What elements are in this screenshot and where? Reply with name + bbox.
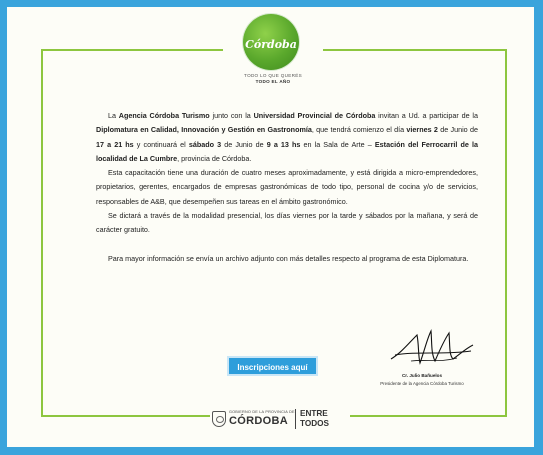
bold-run: Estación del Ferrocarril de la localidad de La Cumbre [96, 139, 478, 163]
crest-icon [212, 411, 226, 427]
tagline-line-2: TODO EL AÑO [255, 79, 291, 84]
bold-run: 9 a 13 hs [266, 139, 301, 149]
slogan-line-2: TODOS [300, 418, 329, 428]
text-run: en la Sala de Arte – [300, 139, 375, 149]
text-run: de Junio de [221, 139, 267, 149]
gov-name: CÓRDOBA [229, 415, 288, 427]
bold-run: 17 a 21 hs [96, 139, 134, 149]
bold-run: Universidad Provincial de Córdoba [253, 111, 376, 120]
letter-body [96, 109, 478, 266]
signer-title: Presidente de la Agencia Córdoba Turismo [380, 381, 464, 386]
text-run: junto con la [209, 111, 254, 120]
text-run: La [108, 111, 119, 120]
inscripciones-button[interactable]: Inscripciones aquí [227, 356, 318, 376]
paragraph-audience: Esta capacitación tiene una duración de cuatro meses aproximadamente, y está dirigida a micro-emprendedores, propietarios, gerentes, encargados de empresas gastronómicas de todo tipo, personal de cocina y/o de servicios, responsables de A&B, que desempeñen sus tareas en el ámbito gastronómico. [96, 168, 478, 206]
footer-slogan [300, 409, 329, 428]
paragraph-more-info: Para mayor información se envía un archivo adjunto con más detalles respecto al programa de esta Diplomatura. [108, 253, 469, 263]
logo-badge [243, 14, 299, 70]
bold-run: Agencia Córdoba Turismo [118, 111, 210, 120]
gov-caption: GOBIERNO DE LA PROVINCIA DE [229, 410, 295, 414]
logo-tagline [223, 73, 323, 85]
cordoba-logo [223, 9, 323, 99]
footer-divider [295, 409, 296, 429]
slogan-line-1: ENTRE [300, 409, 328, 418]
government-footer [210, 405, 350, 431]
text-run: de Junio de [437, 125, 478, 135]
text-run: y continuará el [133, 139, 189, 149]
invitation-sheet [7, 7, 534, 447]
bold-run: Diplomatura en Calidad, Innovación y Gestión en Gastronomía [96, 125, 312, 135]
tagline-line-1: TODO LO QUE QUERÉS [244, 73, 302, 78]
paragraph-modality: Se dictará a través de la modalidad presencial, los días viernes por la tarde y sábados por la mañana, y será de carácter gratuito. [96, 211, 478, 235]
text-run: , provincia de Córdoba. [177, 153, 252, 163]
paragraph-intro [96, 109, 478, 166]
text-run: invitan a Ud. a participar de la [375, 111, 478, 120]
logo-brand: Córdoba [245, 38, 297, 51]
text-run: , que tendrá comienzo el día [311, 125, 407, 135]
signature-image [387, 325, 477, 367]
bold-run: viernes 2 [406, 125, 438, 135]
bold-run: sábado 3 [188, 139, 222, 149]
signer-name: Cr. Julio Bañuelos [401, 373, 443, 378]
